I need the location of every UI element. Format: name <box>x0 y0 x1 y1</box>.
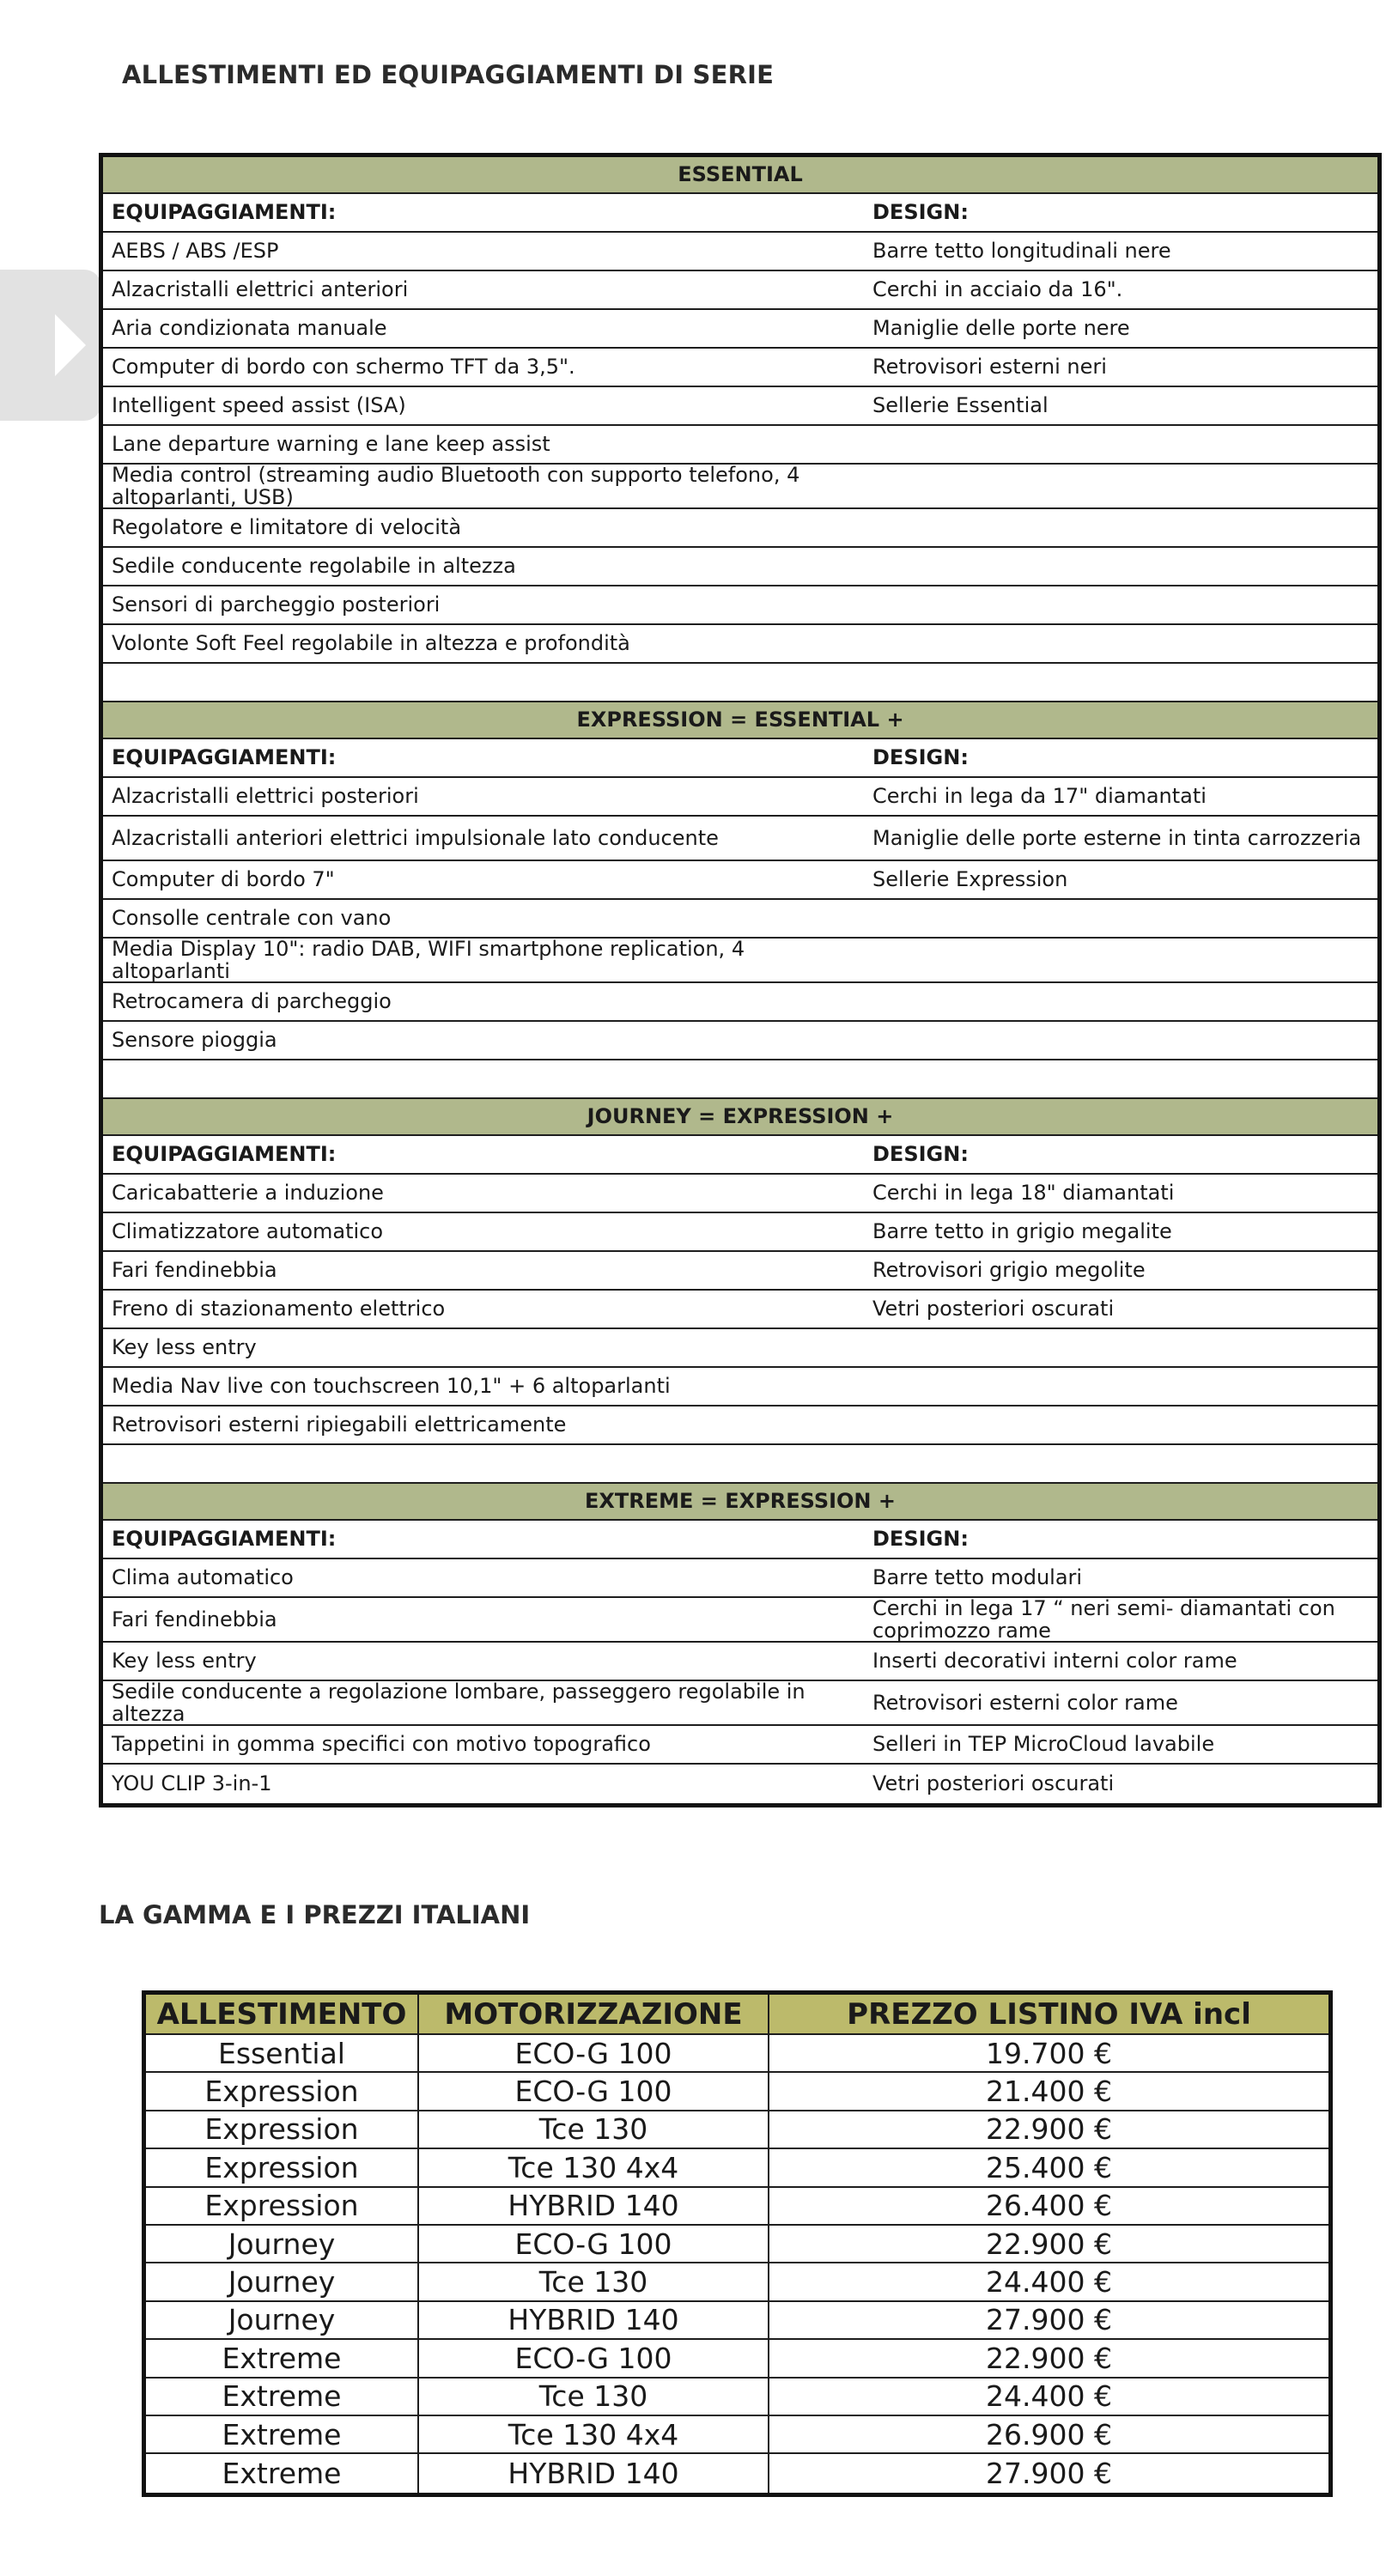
column-header-design: DESIGN: <box>872 1142 969 1167</box>
spacer-row <box>103 664 1377 702</box>
table-row <box>103 1765 1377 1803</box>
trim-cell: Essential <box>146 2035 419 2071</box>
table-row <box>103 861 1377 900</box>
price-cell: 24.400 € <box>986 2265 1112 2300</box>
table-row <box>146 2379 1328 2416</box>
equipment-cell: Media Display 10": radio DAB, WIFI smartphone replication, 4 altoparlanti <box>112 936 745 983</box>
design-cell: Vetri posteriori oscurati <box>872 1771 1115 1796</box>
column-header-equipment: EQUIPAGGIAMENTI: <box>112 745 337 770</box>
price-cell: 24.400 € <box>986 2379 1112 2414</box>
design-cell <box>864 900 1377 937</box>
table-row <box>103 548 1377 586</box>
table-row <box>146 2454 1328 2492</box>
engine-cell: Tce 130 <box>419 2111 769 2148</box>
design-cell <box>864 625 1377 662</box>
trim-cell: Extreme <box>146 2340 419 2376</box>
column-header-design: DESIGN: <box>872 200 969 225</box>
table-row <box>103 1291 1377 1329</box>
equipment-cell: Fari fendinebbia <box>112 1607 277 1631</box>
engine-cell: ECO-G 100 <box>419 2226 769 2262</box>
table-row <box>103 1329 1377 1368</box>
trim-cell: Expression <box>146 2188 419 2224</box>
design-cell: Maniglie delle porte esterne in tinta carrozzeria <box>872 825 1362 850</box>
trim-cell: Extreme <box>146 2416 419 2452</box>
table-row <box>146 2340 1328 2378</box>
design-cell <box>864 509 1377 546</box>
equipment-cell: Lane departure warning e lane keep assist <box>112 432 550 457</box>
table-row <box>103 462 1377 509</box>
table-row <box>146 2188 1328 2226</box>
column-header-row <box>103 1521 1377 1559</box>
design-cell: Barre tetto longitudinali nere <box>872 239 1171 264</box>
equipment-cell: Volonte Soft Feel regolabile in altezza e profondità <box>112 631 630 656</box>
table-row <box>103 1726 1377 1765</box>
engine-cell: Tce 130 4x4 <box>419 2149 769 2185</box>
trim-cell: Journey <box>146 2263 419 2300</box>
design-cell: Selleri in TEP MicroCloud lavabile <box>872 1732 1215 1757</box>
table-row <box>103 936 1377 983</box>
table-row <box>103 1022 1377 1060</box>
equipment-cell: Sensore pioggia <box>112 1028 277 1053</box>
table-row <box>103 586 1377 625</box>
table-row <box>103 1681 1377 1726</box>
column-header-row <box>103 194 1377 233</box>
design-cell <box>864 465 1377 507</box>
table-row <box>103 233 1377 271</box>
design-cell: Retrovisori grigio megolite <box>872 1258 1146 1283</box>
price-cell: 22.900 € <box>986 2227 1112 2261</box>
equipment-cell: Computer di bordo con schermo TFT da 3,5". <box>112 355 575 380</box>
column-header-row <box>103 739 1377 778</box>
table-row <box>103 271 1377 310</box>
design-cell: Cerchi in lega 17 “ neri semi- diamantati con coprimozzo rame <box>872 1595 1335 1643</box>
table-row <box>146 2035 1328 2073</box>
table-row <box>146 2073 1328 2111</box>
engine-cell: Tce 130 <box>419 2263 769 2300</box>
equipment-cell: Sedile conducente a regolazione lombare, passeggero regolabile in altezza <box>112 1679 805 1726</box>
engine-cell: HYBRID 140 <box>419 2188 769 2224</box>
trim-cell: Extreme <box>146 2454 419 2492</box>
table-row <box>103 1595 1377 1643</box>
equipment-cell: Retrocamera di parcheggio <box>112 989 392 1014</box>
engine-cell: HYBRID 140 <box>419 2302 769 2338</box>
design-cell: Maniglie delle porte nere <box>872 316 1130 341</box>
engine-cell: ECO-G 100 <box>419 2035 769 2071</box>
column-header-design: DESIGN: <box>872 745 969 770</box>
design-cell: Cerchi in lega da 17" diamantati <box>872 784 1207 809</box>
equipment-cell: Alzacristalli elettrici anteriori <box>112 277 409 302</box>
design-cell: Cerchi in acciaio da 16". <box>872 277 1123 302</box>
column-header-equipment: EQUIPAGGIAMENTI: <box>112 1142 337 1167</box>
equipment-cell: Freno di stazionamento elettrico <box>112 1297 446 1321</box>
trim-cell: Expression <box>146 2149 419 2185</box>
table-row <box>103 1559 1377 1598</box>
price-cell: 22.900 € <box>986 2341 1112 2375</box>
engine-cell: ECO-G 100 <box>419 2073 769 2109</box>
table-row <box>103 778 1377 817</box>
table-row <box>103 900 1377 939</box>
design-cell: Barre tetto in grigio megalite <box>872 1219 1172 1244</box>
side-tab[interactable] <box>0 270 101 421</box>
section-subtitle: LA GAMMA E I PREZZI ITALIANI <box>99 1900 531 1929</box>
design-cell <box>864 939 1377 981</box>
price-cell: 22.900 € <box>986 2112 1112 2147</box>
design-cell <box>864 426 1377 463</box>
equipment-cell: Media control (streaming audio Bluetooth con supporto telefono, 4 altoparlanti, USB) <box>112 462 800 509</box>
price-table <box>142 1990 1333 2497</box>
table-row <box>146 2263 1328 2301</box>
equipment-cell: Climatizzatore automatico <box>112 1219 384 1244</box>
engine-cell: ECO-G 100 <box>419 2340 769 2376</box>
spacer-row <box>103 1445 1377 1484</box>
equipment-cell: Retrovisori esterni ripiegabili elettricamente <box>112 1413 567 1437</box>
engine-cell: Tce 130 4x4 <box>419 2416 769 2452</box>
table-row <box>103 387 1377 426</box>
column-header-equipment: EQUIPAGGIAMENTI: <box>112 200 337 225</box>
table-row <box>146 2302 1328 2340</box>
equipment-cell: Clima automatico <box>112 1565 294 1590</box>
spacer-row <box>103 1060 1377 1099</box>
equipment-table <box>99 153 1382 1807</box>
header-prezzo: PREZZO LISTINO IVA incl <box>847 1996 1251 2032</box>
header-motorizzazione: MOTORIZZAZIONE <box>419 1995 769 2033</box>
trim-cell: Expression <box>146 2111 419 2148</box>
equipment-cell: YOU CLIP 3-in-1 <box>112 1771 272 1796</box>
trim-cell: Extreme <box>146 2379 419 2415</box>
table-row <box>103 625 1377 664</box>
equipment-cell: Sedile conducente regolabile in altezza <box>112 554 516 579</box>
design-cell <box>864 1406 1377 1443</box>
equipment-cell: Key less entry <box>112 1649 257 1674</box>
equipment-cell: Fari fendinebbia <box>112 1258 277 1283</box>
table-row <box>103 817 1377 861</box>
engine-cell: HYBRID 140 <box>419 2454 769 2492</box>
equipment-cell: Key less entry <box>112 1335 257 1360</box>
table-row <box>146 2111 1328 2149</box>
table-row <box>146 2416 1328 2454</box>
equipment-cell: AEBS / ABS /ESP <box>112 239 279 264</box>
design-cell <box>864 586 1377 623</box>
design-cell: Sellerie Essential <box>872 393 1049 418</box>
price-cell: 21.400 € <box>986 2075 1112 2109</box>
design-cell: Cerchi in lega 18" diamantati <box>872 1181 1175 1206</box>
table-row <box>103 1406 1377 1445</box>
column-header-design: DESIGN: <box>872 1527 969 1552</box>
design-cell: Barre tetto modulari <box>872 1565 1083 1590</box>
design-cell <box>864 1329 1377 1366</box>
design-cell: Sellerie Expression <box>872 867 1068 892</box>
price-cell: 27.900 € <box>986 2456 1112 2490</box>
page-title: ALLESTIMENTI ED EQUIPAGGIAMENTI DI SERIE <box>122 60 775 89</box>
table-row <box>103 1213 1377 1252</box>
design-cell: Inserti decorativi interni color rame <box>872 1649 1237 1674</box>
table-row <box>103 1252 1377 1291</box>
trim-cell: Journey <box>146 2302 419 2338</box>
section-header: EXPRESSION = ESSENTIAL + <box>103 702 1377 739</box>
equipment-cell: Aria condizionata manuale <box>112 316 387 341</box>
section-header: ESSENTIAL <box>103 157 1377 194</box>
table-row <box>103 509 1377 548</box>
table-row <box>146 2149 1328 2187</box>
table-row <box>146 2226 1328 2263</box>
price-cell: 25.400 € <box>986 2150 1112 2184</box>
header-allestimento: ALLESTIMENTO <box>146 1995 419 2033</box>
column-header-equipment: EQUIPAGGIAMENTI: <box>112 1527 337 1552</box>
table-row <box>103 1175 1377 1213</box>
design-cell: Retrovisori esterni color rame <box>872 1690 1178 1715</box>
arrow-right-icon <box>55 314 86 376</box>
trim-cell: Journey <box>146 2226 419 2262</box>
design-cell <box>864 983 1377 1020</box>
table-row <box>103 983 1377 1022</box>
design-cell <box>864 1368 1377 1405</box>
equipment-cell: Sensori di parcheggio posteriori <box>112 592 441 617</box>
price-cell: 26.400 € <box>986 2189 1112 2223</box>
trim-cell: Expression <box>146 2073 419 2109</box>
design-cell: Retrovisori esterni neri <box>872 355 1107 380</box>
price-header-row <box>146 1995 1328 2035</box>
equipment-cell: Alzacristalli elettrici posteriori <box>112 784 419 809</box>
section-header: EXTREME = EXPRESSION + <box>103 1484 1377 1521</box>
equipment-cell: Consolle centrale con vano <box>112 906 392 931</box>
table-row <box>103 1643 1377 1681</box>
engine-cell: Tce 130 <box>419 2379 769 2415</box>
price-cell: 27.900 € <box>986 2303 1112 2337</box>
design-cell <box>864 1022 1377 1059</box>
design-cell <box>864 548 1377 585</box>
table-row <box>103 310 1377 349</box>
equipment-cell: Media Nav live con touchscreen 10,1" + 6 altoparlanti <box>112 1374 671 1399</box>
design-cell: Vetri posteriori oscurati <box>872 1297 1115 1321</box>
equipment-cell: Alzacristalli anteriori elettrici impulsionale lato conducente <box>112 825 719 850</box>
equipment-cell: Computer di bordo 7" <box>112 867 335 892</box>
equipment-cell: Regolatore e limitatore di velocità <box>112 515 462 540</box>
table-row <box>103 1368 1377 1406</box>
table-row <box>103 349 1377 387</box>
section-header: JOURNEY = EXPRESSION + <box>103 1099 1377 1136</box>
equipment-cell: Caricabatterie a induzione <box>112 1181 384 1206</box>
equipment-cell: Intelligent speed assist (ISA) <box>112 393 406 418</box>
price-cell: 19.700 € <box>986 2036 1112 2070</box>
equipment-cell: Tappetini in gomma specifici con motivo topografico <box>112 1732 651 1757</box>
column-header-row <box>103 1136 1377 1175</box>
table-row <box>103 426 1377 465</box>
price-cell: 26.900 € <box>986 2417 1112 2451</box>
